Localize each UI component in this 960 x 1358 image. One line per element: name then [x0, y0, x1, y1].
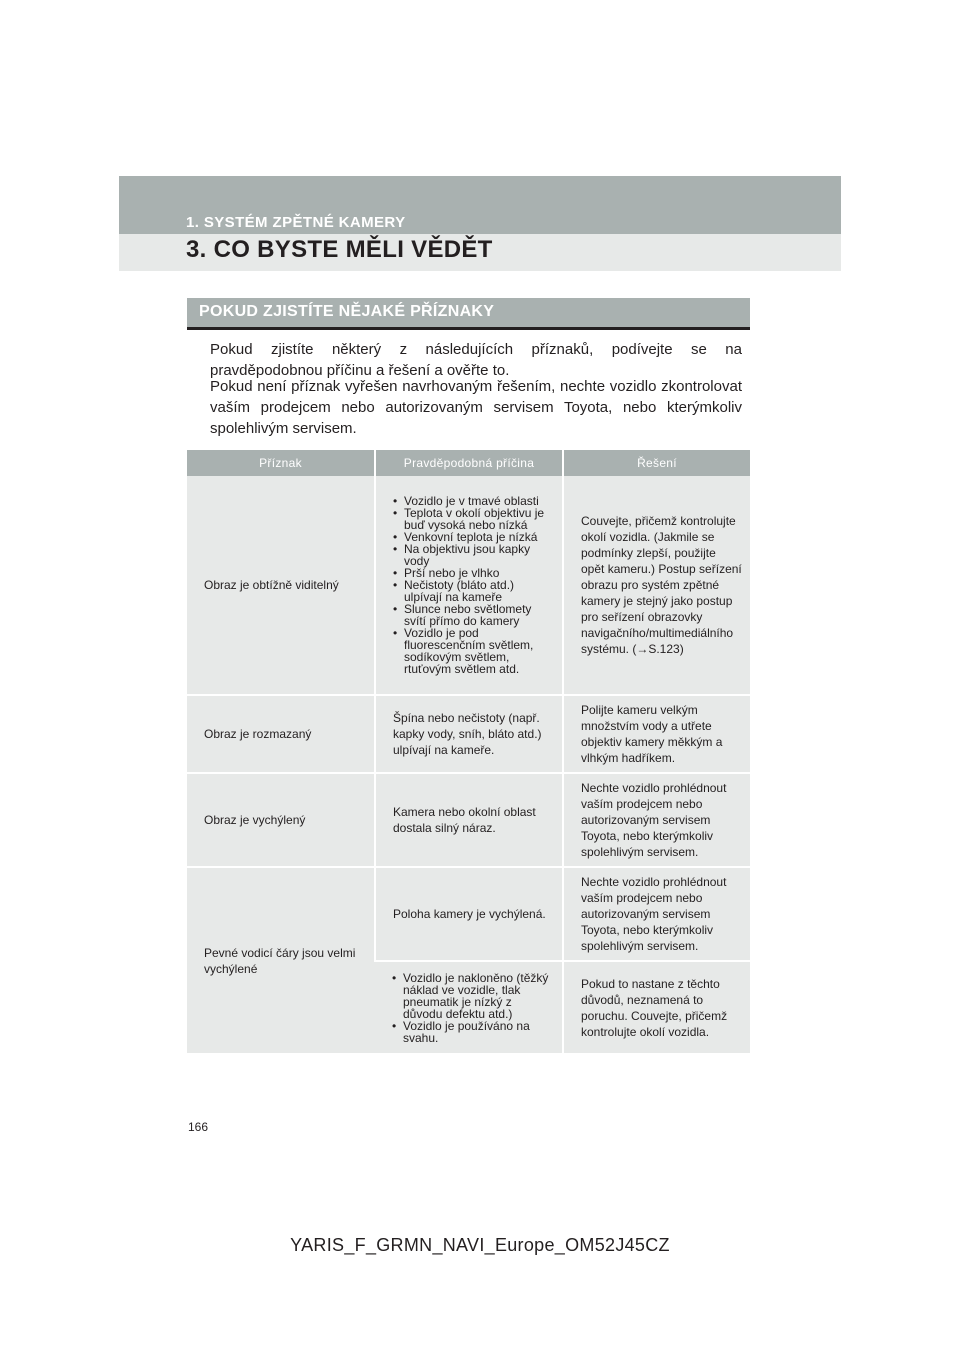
cause-cell — [375, 476, 563, 695]
cause-list — [393, 495, 554, 675]
subsection-title: POKUD ZJISTÍTE NĚJAKÉ PŘÍZNAKY — [199, 303, 495, 320]
symptoms-table — [187, 450, 750, 1055]
subsection-heading — [187, 298, 750, 330]
list-item: • Slunce nebo světlomety svítí přímo do kamery — [393, 603, 554, 627]
list-item: • Vozidlo je nakloněno (těžký náklad ve vozidle, tlak pneumatik je nízký z důvodu defektu atd.) — [392, 972, 554, 1020]
solution-cell: Couvejte, přičemž kontrolujte okolí vozidla. (Jakmile se podmínky zlepší, použijte opět kameru.) Postup seřízení obrazu pro systém zpětné kamery je stejný jako postup pro seřízení obrazovky navigačního/multimediálního systému. (→S.123) — [563, 476, 750, 695]
list-item: • Venkovní teplota je nízká — [393, 531, 554, 543]
symptom-cell: Obraz je vychýlený — [187, 773, 375, 867]
section-label: 1. SYSTÉM ZPĚTNÉ KAMERY — [186, 214, 406, 231]
list-item: • Vozidlo je používáno na svahu. — [392, 1020, 554, 1044]
list-item: • Teplota v okolí objektivu je buď vysoká nebo nízká — [393, 507, 554, 531]
header-band — [119, 176, 841, 271]
symptom-cell: Obraz je rozmazaný — [187, 695, 375, 773]
cause-cell: Kamera nebo okolní oblast dostala silný náraz. — [375, 773, 563, 867]
cause-cell — [375, 961, 563, 1054]
chapter-title: 3. CO BYSTE MĚLI VĚDĚT — [186, 236, 493, 263]
header-solution: Řešení — [563, 450, 750, 476]
document-code: YARIS_F_GRMN_NAVI_Europe_OM52J45CZ — [290, 1235, 670, 1255]
solution-cell: Nechte vozidlo prohlédnout vaším prodejcem nebo autorizovaným servisem Toyota, nebo kterýmkoliv spolehlivým servisem. — [563, 773, 750, 867]
cause-cell: Poloha kamery je vychýlená. — [375, 867, 563, 961]
cause-cell: Špína nebo nečistoty (např. kapky vody, sníh, bláto atd.) ulpívají na kameře. — [375, 695, 563, 773]
list-item: • Nečistoty (bláto atd.) ulpívají na kameře — [393, 579, 554, 603]
table-row — [187, 695, 750, 773]
table-row — [187, 476, 750, 695]
list-item: • Vozidlo je pod fluorescenčním světlem, sodíkovým světlem, rtuťovým světlem atd. — [393, 627, 554, 675]
solution-cell: Polijte kameru velkým množstvím vody a utřete objektiv kamery měkkým a vlhkým hadříkem. — [563, 695, 750, 773]
table-row — [187, 867, 750, 961]
table-header-row — [187, 450, 750, 476]
symptom-cell: Obraz je obtížně viditelný — [187, 476, 375, 695]
list-item: • Prší nebo je vlhko — [393, 567, 554, 579]
cause-list — [392, 972, 554, 1044]
intro-paragraph-2: Pokud není příznak vyřešen navrhovaným řešením, nechte vozidlo zkontrolovat vaším prodejcem nebo autorizovaným servisem Toyota, nebo kterýmkoliv spolehlivým servisem. — [210, 378, 742, 437]
header-symptom: Příznak — [187, 450, 375, 476]
list-item: • Vozidlo je v tmavé oblasti — [393, 495, 554, 507]
table-row — [187, 773, 750, 867]
intro-paragraph-1: Pokud zjistíte některý z následujících příznaků, podívejte se na pravděpodobnou příčinu a řešení a ověřte to. — [210, 341, 742, 379]
solution-cell: Nechte vozidlo prohlédnout vaším prodejcem nebo autorizovaným servisem Toyota, nebo kterýmkoliv spolehlivým servisem. — [563, 867, 750, 961]
symptom-cell: Pevné vodicí čáry jsou velmi vychýlené — [187, 867, 375, 1054]
list-item: • Na objektivu jsou kapky vody — [393, 543, 554, 567]
page-number: 166 — [188, 1120, 209, 1134]
header-cause: Pravděpodobná příčina — [375, 450, 563, 476]
solution-cell: Pokud to nastane z těchto důvodů, neznamená to poruchu. Couvejte, přičemž kontrolujte okolí vozidla. — [563, 961, 750, 1054]
